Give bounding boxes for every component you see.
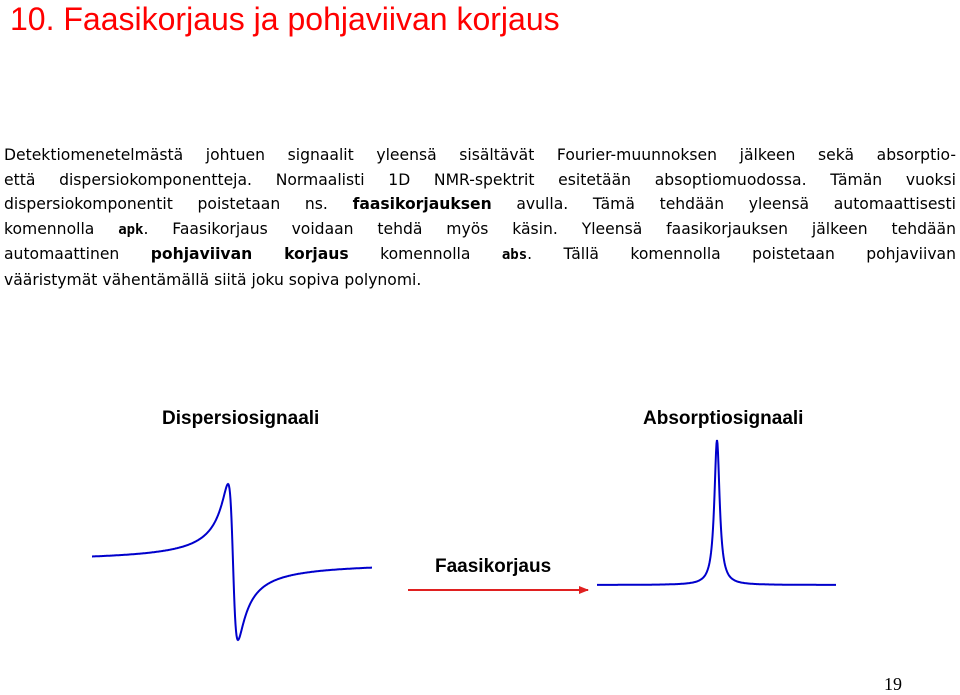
dispersion-signal-label: Dispersiosignaali [162, 408, 320, 429]
text-segment: komennolla [4, 219, 119, 238]
text-segment: . Faasikorjaus voidaan tehdä myös käsin. Yleensä faasikorjauksen jälkeen tehdään [143, 219, 956, 238]
command-name: apk [118, 221, 144, 238]
text-segment: avulla. Tämä tehdään yleensä automaattisesti [491, 195, 956, 214]
dispersion-signal-curve [92, 484, 372, 640]
absorption-signal-label: Absorptiosignaali [643, 408, 804, 429]
bold-term: pohjaviivan korjaus [150, 245, 349, 264]
absorption-signal-curve [597, 440, 836, 585]
text-segment: Detektiomenetelmästä johtuen signaalit yleensä sisältävät Fourier-muunnoksen jälkeen sekä absorptio- [4, 146, 956, 164]
text-segment: dispersiokomponentit poistetaan ns. [4, 195, 353, 214]
text-segment: automaattinen [4, 245, 151, 264]
bold-term: faasikorjauksen [352, 195, 492, 214]
page-number: 19 [884, 674, 902, 694]
text-segment: komennolla [348, 245, 502, 264]
command-name: abs [501, 247, 528, 264]
text-segment: . Tällä komennolla poistetaan pohjaviivan [527, 245, 956, 264]
text-segment: vääristymät vähentämällä siitä joku sopiva polynomi. [4, 270, 422, 289]
slide-title: 10. Faasikorjaus ja pohjaviivan korjaus [10, 1, 560, 37]
phase-correction-label: Faasikorjaus [435, 556, 552, 577]
text-segment: että dispersiokomponentteja. Normaalisti 1D NMR-spektrit esitetään absoptiomuodossa. Tämän vuoksi [4, 170, 956, 189]
